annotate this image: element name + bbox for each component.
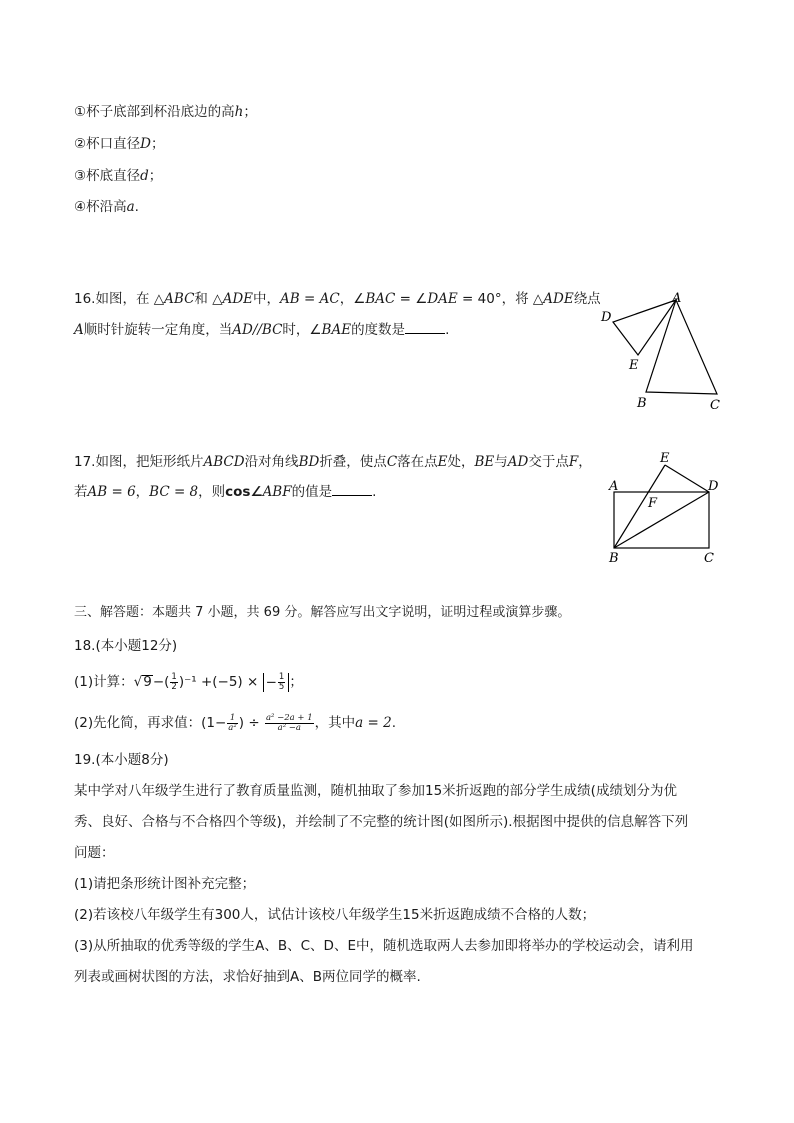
q17-line-2: 若AB = 6，BC = 8，则cos∠ABF的值是 . (74, 484, 377, 500)
q19-para-1: 某中学对八年级学生进行了教育质量监测，随机抽取了参加15米折返跑的部分学生成绩(成绩划分为优 (74, 783, 677, 799)
q19-sub-3: (3)从所抽取的优秀等级的学生A、B、C、D、E中，随机选取两人去参加即将举办的学校运动会，请利用 (74, 938, 694, 954)
q16-line-2: A顺时针旋转一定角度，当AD//BC时，∠BAE的度数是 . (74, 322, 450, 338)
answer-blank (332, 483, 372, 496)
q16-figure (596, 290, 726, 415)
q18-part-1: (1)计算：√9−( $\frac{1}{2}$ )⁻¹ +(−5) × − $\frac{1}{5}$ ； (74, 671, 303, 692)
q15-item-1: ①杯子底部到杯沿底边的高h； (74, 104, 257, 120)
q17-figure (600, 448, 730, 568)
q19-title: 19.(本小题8分) (74, 752, 169, 768)
q15-item-2: ②杯口直径D； (74, 136, 165, 152)
q17-label-c: C (704, 551, 714, 566)
q19-para-3: 问题： (74, 845, 115, 861)
fraction-half: $\frac{1}{2}$ (171, 671, 177, 692)
q16-line-1: 16.如图，在 △ABC和 △ADE中，AB = AC，∠BAC = ∠DAE = 40°，将 △ADE绕点 (74, 291, 601, 307)
diagonal-bd (614, 492, 709, 548)
q17-label-b: B (609, 551, 619, 566)
q19-sub-2: (2)若该校八年级学生有300人，试估计该校八年级学生15米折返跑成绩不合格的人数； (74, 907, 596, 923)
q16-label-d: D (601, 310, 612, 325)
q17-label-f: F (648, 496, 658, 511)
q19-sub-1: (1)请把条形统计图补充完整； (74, 876, 256, 892)
q17-label-d: D (708, 479, 719, 494)
q19-sub-4: 列表或画树状图的方法，求恰好抽到A、B两位同学的概率. (74, 969, 421, 985)
section-3-heading: 三、解答题：本题共 7 小题，共 69 分。解答应写出文字说明，证明过程或演算步骤。 (74, 605, 571, 620)
q18-title: 18.(本小题12分) (74, 638, 178, 654)
triangle-abc (646, 300, 717, 394)
q17-label-e: E (660, 451, 670, 466)
q17-label-a: A (609, 479, 619, 494)
q16-label-c: C (710, 398, 720, 413)
q18-part-2: (2)先化简，再求值：(1− $\frac{1}{\text{a²}}$ ) ÷ $\frac{\text{a² −2a + 1}}{\text{a² −a}}$ ，其中a = 2. (74, 712, 397, 733)
absolute-value: − $\frac{1}{5}$ (263, 673, 290, 692)
segment-be (614, 465, 665, 548)
q15-item-3: ③杯底直径d； (74, 168, 163, 184)
segment-ed (665, 465, 709, 492)
q16-label-e: E (629, 358, 639, 373)
q16-label-a: A (672, 291, 682, 306)
q17-line-1: 17.如图，把矩形纸片ABCD沿对角线BD折叠，使点C落在点E处，BE与AD交于点F， (74, 454, 592, 470)
q19-para-2: 秀、良好、合格与不合格四个等级)，并绘制了不完整的统计图(如图所示).根据图中提供的信息解答下列 (74, 814, 689, 830)
q16-label-b: B (637, 396, 647, 411)
q15-item-4: ④杯沿高a. (74, 199, 139, 215)
answer-blank (405, 321, 445, 334)
